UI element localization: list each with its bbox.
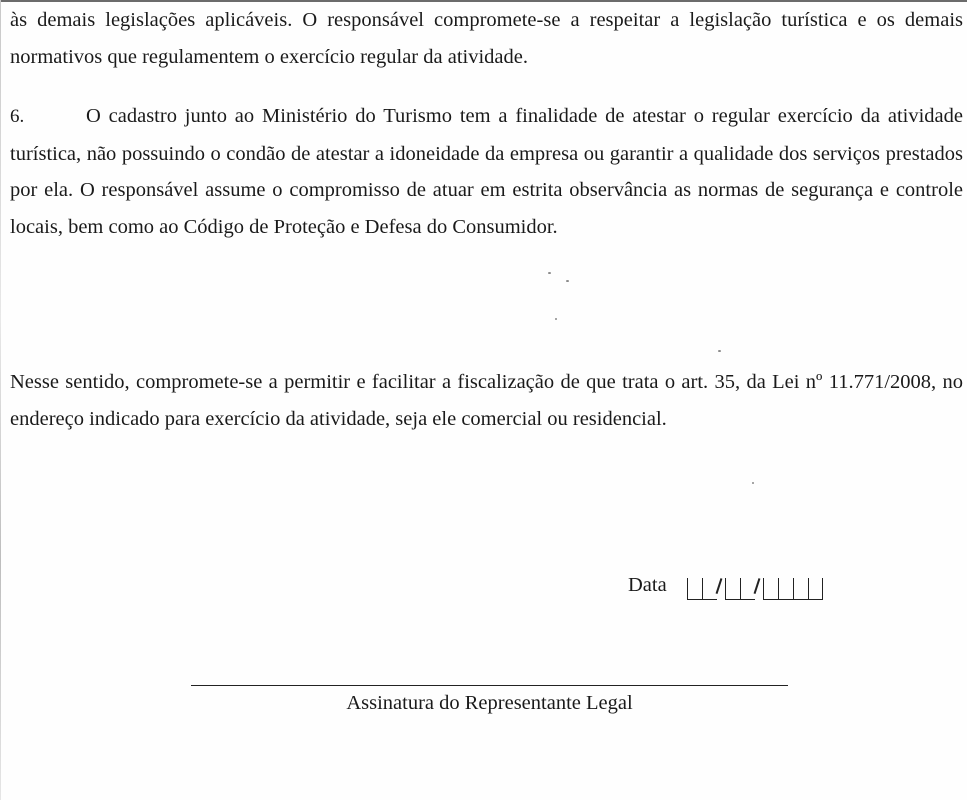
date-separator — [717, 576, 725, 600]
page-left-edge — [0, 0, 1, 800]
year-digit-box[interactable] — [763, 578, 778, 600]
date-boxes[interactable] — [687, 572, 823, 600]
day-digit-box[interactable] — [687, 578, 702, 600]
date-field — [628, 568, 823, 600]
signature-line[interactable] — [191, 685, 788, 686]
year-digit-box[interactable] — [808, 578, 823, 600]
date-separator — [755, 576, 763, 600]
month-digit-box[interactable] — [740, 578, 755, 600]
paragraph-6-number: 6. — [10, 106, 25, 127]
year-digit-box[interactable] — [793, 578, 808, 600]
year-digit-box[interactable] — [778, 578, 793, 600]
scan-speck — [718, 350, 721, 352]
day-digit-box[interactable] — [702, 578, 717, 600]
scan-speck — [566, 280, 569, 282]
scan-speck — [752, 482, 754, 484]
signature-caption: Assinatura do Representante Legal — [346, 692, 633, 714]
scan-speck — [555, 318, 557, 320]
paragraph-6 — [10, 98, 963, 245]
paragraph-continuation: às demais legislações aplicáveis. O responsável compromete-se a respeitar a legislação turística e os demais normativos que regulamentem o exercício regular da atividade. — [10, 9, 963, 68]
date-label: Data — [628, 574, 667, 596]
month-digit-box[interactable] — [725, 578, 740, 600]
scan-speck — [548, 272, 551, 274]
commitment-paragraph: Nesse sentido, compromete-se a permitir e facilitar a fiscalização de que trata o art. 35, da Lei nº 11.771/2008, no endereço indicado para exercício da atividade, seja ele comercial ou residencial. — [10, 371, 963, 430]
paragraph-6-text: O cadastro junto ao Ministério do Turismo tem a finalidade de atestar o regular exercício da atividade turística, não possuindo o condão de atestar a idoneidade da empresa ou garantir a qualidade dos serviços prestados por ela. O responsável assume o compromisso de atuar em estrita observância as normas de segurança e controle locais, bem como ao Código de Proteção e Defesa do Consumidor. — [10, 105, 963, 238]
